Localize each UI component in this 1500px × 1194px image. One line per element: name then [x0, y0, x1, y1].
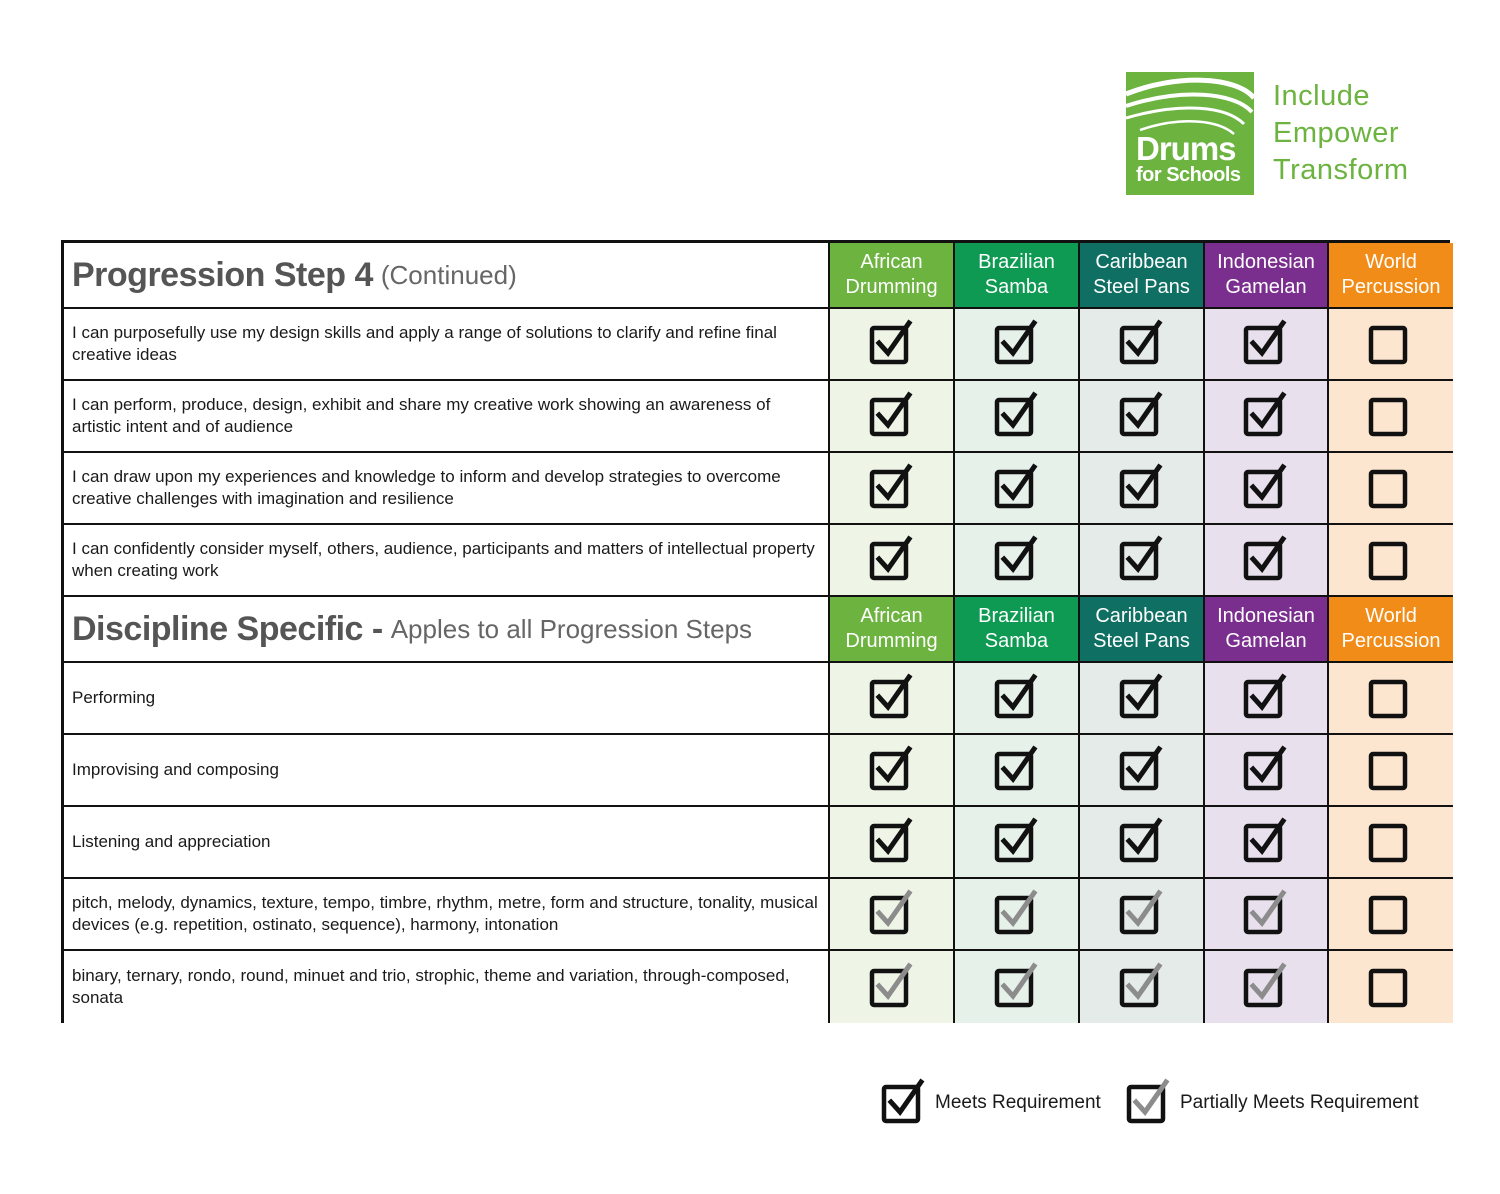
checkbox-checked-icon [881, 1078, 927, 1129]
mark-cell [955, 879, 1080, 951]
checkbox-partial-icon [1119, 962, 1165, 1013]
column-header [1329, 597, 1453, 663]
mark-cell [1080, 879, 1205, 951]
section-title [64, 597, 830, 663]
checkbox-checked-icon [1119, 535, 1165, 586]
statement-text: Performing [72, 688, 156, 707]
checkbox-checked-icon [869, 319, 915, 370]
mark-cell [1080, 663, 1205, 735]
mark-cell [1080, 309, 1205, 381]
mark-cell [1329, 735, 1453, 807]
checkbox-checked-icon [994, 817, 1040, 868]
legend-meets-label: Meets Requirement [935, 1092, 1101, 1113]
mark-cell [1205, 453, 1329, 525]
checkbox-empty-icon [1368, 673, 1414, 724]
checkbox-checked-icon [1243, 463, 1289, 514]
checkbox-checked-icon [869, 817, 915, 868]
mark-cell [830, 807, 955, 879]
mark-cell [1080, 807, 1205, 879]
table-row-statement [64, 381, 830, 453]
legend-meets [881, 1080, 1101, 1126]
column-header-line2: Drumming [845, 276, 938, 298]
checkbox-empty-icon [1368, 745, 1414, 796]
section-title-main: Progression Step 4 [72, 255, 373, 294]
checkbox-empty-icon [1368, 463, 1414, 514]
checkbox-partial-icon [1243, 889, 1289, 940]
checkbox-checked-icon [1243, 745, 1289, 796]
checkbox-checked-icon [869, 745, 915, 796]
mark-cell [955, 309, 1080, 381]
section-title-main: Discipline Specific - [72, 609, 383, 648]
table-row-statement [64, 807, 830, 879]
column-header-line2: Samba [984, 630, 1049, 652]
column-header-line2: Steel Pans [1093, 276, 1190, 298]
requirements-table [61, 240, 1450, 1023]
checkbox-partial-icon [1119, 889, 1165, 940]
checkbox-partial-icon [869, 962, 915, 1013]
checkbox-checked-icon [869, 463, 915, 514]
mark-cell [1080, 525, 1205, 597]
mark-cell [955, 951, 1080, 1023]
column-header-line2: Drumming [845, 630, 938, 652]
tagline [1273, 78, 1409, 189]
mark-cell [830, 951, 955, 1023]
checkbox-checked-icon [1119, 391, 1165, 442]
column-header [1080, 597, 1205, 663]
column-header [1205, 243, 1329, 309]
statement-text: I can draw upon my experiences and knowledge to inform and develop strategies to overcome creative challenges with imagination and resilience [72, 467, 781, 508]
statement-text: Listening and appreciation [72, 832, 271, 851]
table-row-statement [64, 453, 830, 525]
column-header-line1: World [1365, 251, 1417, 273]
section-title-sub: (Continued) [380, 259, 517, 290]
column-header [830, 597, 955, 663]
mark-cell [1080, 453, 1205, 525]
column-header-line1: African [860, 605, 923, 627]
mark-cell [830, 381, 955, 453]
checkbox-checked-icon [994, 535, 1040, 586]
mark-cell [955, 663, 1080, 735]
column-header-line2: Gamelan [1225, 630, 1307, 652]
mark-cell [1329, 879, 1453, 951]
statement-text: I can confidently consider myself, others, audience, participants and matters of intellectual property when creating work [72, 539, 815, 580]
section-title [64, 243, 830, 309]
column-header [955, 243, 1080, 309]
mark-cell [1205, 807, 1329, 879]
checkbox-checked-icon [994, 745, 1040, 796]
logo-text-for-schools: for Schools [1136, 164, 1241, 186]
checkbox-partial-icon [994, 962, 1040, 1013]
table-row-statement [64, 735, 830, 807]
mark-cell [1329, 453, 1453, 525]
checkbox-partial-icon [994, 889, 1040, 940]
checkbox-checked-icon [994, 391, 1040, 442]
mark-cell [1329, 381, 1453, 453]
mark-cell [830, 309, 955, 381]
column-header-line1: Brazilian [978, 605, 1055, 627]
checkbox-empty-icon [1368, 319, 1414, 370]
statement-text: I can perform, produce, design, exhibit and share my creative work showing an awareness of artistic intent and of audience [72, 395, 771, 436]
mark-cell [830, 735, 955, 807]
checkbox-partial-icon [869, 889, 915, 940]
statement-text: pitch, melody, dynamics, texture, tempo, timbre, rhythm, metre, form and structure, tonality, musical devices (e.g. repetition, ostinato, sequence), harmony, intonation [72, 893, 818, 934]
checkbox-partial-icon [1126, 1078, 1172, 1129]
mark-cell [955, 525, 1080, 597]
mark-cell [830, 453, 955, 525]
mark-cell [1329, 309, 1453, 381]
checkbox-checked-icon [1243, 535, 1289, 586]
table-row-statement [64, 951, 830, 1023]
table-row-statement [64, 663, 830, 735]
checkbox-checked-icon [1243, 817, 1289, 868]
column-header [955, 597, 1080, 663]
tagline-empower: Empower [1273, 117, 1399, 149]
statement-text: I can purposefully use my design skills and apply a range of solutions to clarify and refine final creative ideas [72, 323, 777, 364]
checkbox-empty-icon [1368, 817, 1414, 868]
mark-cell [1205, 735, 1329, 807]
mark-cell [1205, 951, 1329, 1023]
table-row-statement [64, 309, 830, 381]
mark-cell [1080, 381, 1205, 453]
mark-cell [1205, 879, 1329, 951]
statement-text: binary, ternary, rondo, round, minuet and trio, strophic, theme and variation, through-composed, sonata [72, 966, 790, 1007]
column-header-line2: Percussion [1341, 276, 1441, 298]
checkbox-empty-icon [1368, 889, 1414, 940]
mark-cell [1205, 381, 1329, 453]
mark-cell [1329, 951, 1453, 1023]
mark-cell [1080, 951, 1205, 1023]
column-header [1329, 243, 1453, 309]
mark-cell [1205, 309, 1329, 381]
checkbox-checked-icon [994, 319, 1040, 370]
column-header-line2: Samba [984, 276, 1049, 298]
checkbox-checked-icon [1243, 673, 1289, 724]
mark-cell [1205, 525, 1329, 597]
legend-partial-label: Partially Meets Requirement [1180, 1092, 1419, 1113]
checkbox-checked-icon [1119, 673, 1165, 724]
checkbox-checked-icon [1119, 817, 1165, 868]
column-header [830, 243, 955, 309]
column-header-line1: African [860, 251, 923, 273]
checkbox-checked-icon [869, 535, 915, 586]
mark-cell [1329, 663, 1453, 735]
column-header-line1: Indonesian [1217, 251, 1315, 273]
column-header-line1: World [1365, 605, 1417, 627]
checkbox-checked-icon [1119, 319, 1165, 370]
table-row-statement [64, 879, 830, 951]
column-header [1080, 243, 1205, 309]
mark-cell [955, 807, 1080, 879]
section-title-sub: Apples to all Progression Steps [390, 613, 753, 644]
logo-text-drums: Drums [1136, 130, 1236, 167]
mark-cell [1329, 807, 1453, 879]
checkbox-checked-icon [1119, 745, 1165, 796]
mark-cell [830, 663, 955, 735]
checkbox-empty-icon [1368, 391, 1414, 442]
column-header-line2: Gamelan [1225, 276, 1307, 298]
column-header-line1: Indonesian [1217, 605, 1315, 627]
mark-cell [830, 525, 955, 597]
mark-cell [1329, 525, 1453, 597]
checkbox-checked-icon [994, 463, 1040, 514]
checkbox-empty-icon [1368, 535, 1414, 586]
checkbox-checked-icon [869, 673, 915, 724]
mark-cell [955, 735, 1080, 807]
column-header-line2: Steel Pans [1093, 630, 1190, 652]
tagline-transform: Transform [1273, 154, 1409, 186]
mark-cell [955, 381, 1080, 453]
checkbox-checked-icon [1243, 319, 1289, 370]
column-header-line2: Percussion [1341, 630, 1441, 652]
column-header-line1: Caribbean [1095, 251, 1188, 273]
column-header-line1: Brazilian [978, 251, 1055, 273]
checkbox-checked-icon [1243, 391, 1289, 442]
checkbox-partial-icon [1243, 962, 1289, 1013]
mark-cell [1080, 735, 1205, 807]
checkbox-checked-icon [994, 673, 1040, 724]
checkbox-checked-icon [1119, 463, 1165, 514]
checkbox-checked-icon [869, 391, 915, 442]
checkbox-empty-icon [1368, 962, 1414, 1013]
statement-text: Improvising and composing [72, 760, 279, 779]
mark-cell [830, 879, 955, 951]
column-header-line1: Caribbean [1095, 605, 1188, 627]
mark-cell [1205, 663, 1329, 735]
drums-for-schools-logo [1126, 72, 1254, 195]
table-row-statement [64, 525, 830, 597]
tagline-include: Include [1273, 80, 1371, 112]
mark-cell [955, 453, 1080, 525]
legend-partial [1126, 1080, 1419, 1126]
column-header [1205, 597, 1329, 663]
